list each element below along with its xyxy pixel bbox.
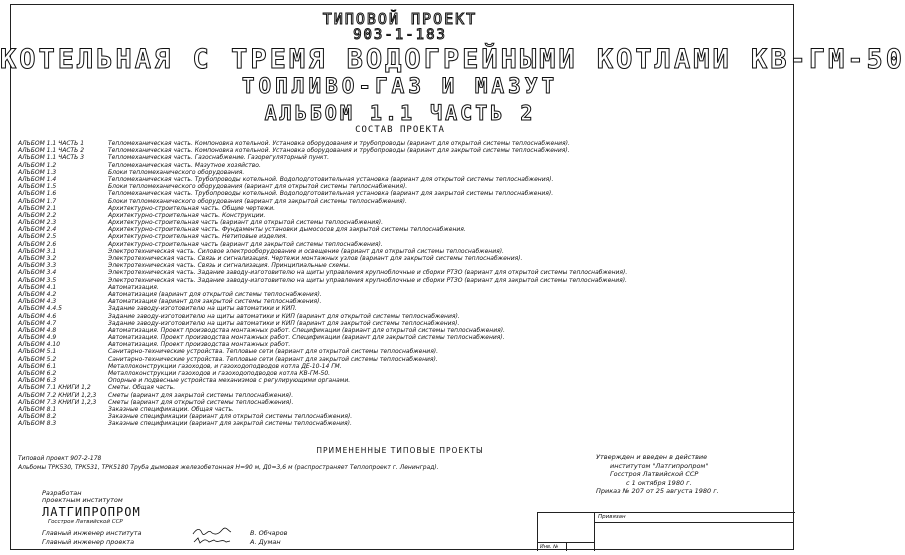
binding-stamp: [537, 512, 795, 551]
album-code: АЛЬБОМ 1.3: [18, 168, 57, 176]
album-description: Электротехническая часть. Задание заводу-изготовителю на щиты управления крупноблочные и сборки РТЗО (вариант для закрытой системы теплоснабжения).: [108, 276, 627, 284]
contents-row: [18, 384, 778, 391]
project-number: 903-1-183: [353, 27, 447, 43]
contents-row: [18, 248, 778, 255]
album-description: Автоматизация (вариант для закрытой системы теплоснабжения).: [108, 298, 322, 306]
contents-row: [18, 212, 778, 219]
album-code: АЛЬБОМ 4.10: [18, 341, 61, 349]
album-description: Автоматизация. Проект производства монтажных работ. Спецификации (вариант для открытой системы теплоснабжения).: [108, 326, 505, 334]
approval-line: с 1 октября 1980 г.: [626, 478, 692, 487]
contents-row: [18, 241, 778, 248]
album-code: АЛЬБОМ 1.6: [18, 190, 57, 198]
approval-line: Утвержден и введен в действие: [596, 453, 708, 461]
album-description: Санитарно-технические устройства. Тепловые сети (вариант для закрытой системы теплоснабжения).: [108, 355, 438, 363]
developer-line: Разработан: [42, 489, 82, 497]
album-description: Электротехническая часть. Силовое электрооборудование и освещение (вариант для открытой системы теплоснабжения).: [108, 247, 504, 255]
contents-row: [18, 205, 778, 212]
contents-row: [18, 363, 778, 370]
album-description: Опорные и подвесные устройства механизмов с регулирующими органами.: [108, 377, 351, 385]
album-description: Архитектурно-строительная часть. Конструкции.: [108, 211, 266, 219]
album-code: АЛЬБОМ 4.6: [18, 312, 57, 320]
album-description: Блоки тепломеханического оборудования.: [108, 168, 245, 176]
album-code: АЛЬБОМ 2.5: [18, 233, 57, 241]
album-code: АЛЬБОМ 7.1 КНИГИ 1,2: [18, 384, 91, 392]
album-code: АЛЬБОМ 1.4: [18, 175, 57, 183]
album-code: АЛЬБОМ 2.6: [18, 240, 57, 248]
album-description: Тепломеханическая часть. Компоновка котельной. Установка оборудования и трубопроводы (вариант для открытой системы теплоснабжения).: [108, 140, 570, 147]
contents-row: [18, 420, 778, 427]
album-code: АЛЬБОМ 2.4: [18, 226, 57, 234]
contents-row: [18, 147, 778, 154]
inventory-number-label: Инв. №: [540, 544, 559, 550]
album-code: АЛЬБОМ 6.2: [18, 370, 57, 377]
contents-row: [18, 377, 778, 384]
signature-name: А. Думан: [250, 538, 281, 546]
album-code: АЛЬБОМ 3.5: [18, 276, 57, 284]
stamp-label: Привязан: [598, 514, 626, 520]
album-description: Тепломеханическая часть. Трубопроводы котельной. Водоподготовительная установка (вариант для открытой системы теплоснабжения).: [108, 175, 554, 183]
album-code: АЛЬБОМ 6.1: [18, 362, 57, 370]
fuel-type: ТОПЛИВО-ГАЗ И МАЗУТ: [241, 74, 559, 98]
album-description: Сметы (вариант для открытой системы теплоснабжения).: [108, 398, 294, 406]
contents-row: [18, 413, 778, 420]
album-title: АЛЬБОМ 1.1 ЧАСТЬ 2: [264, 101, 536, 125]
album-description: Автоматизация.: [108, 283, 159, 291]
album-description: Электротехническая часть. Связь и сигнализация. Принципиальные схемы.: [108, 262, 351, 270]
contents-row: [18, 190, 778, 197]
album-description: Блоки тепломеханического оборудования (вариант для закрытой системы теплоснабжения).: [108, 197, 407, 205]
stamp-divider: [594, 513, 595, 551]
contents-row: [18, 262, 778, 269]
project-type-title: ТИПОВОЙ ПРОЕКТ: [322, 10, 478, 28]
contents-row: [18, 219, 778, 226]
signature-chief-project: [42, 538, 281, 546]
album-description: Блоки тепломеханического оборудования (вариант для открытой системы теплоснабжения).: [108, 183, 408, 191]
album-code: АЛЬБОМ 1.2: [18, 161, 57, 169]
contents-row: [18, 406, 778, 413]
album-description: Автоматизация (вариант для открытой системы теплоснабжения).: [108, 290, 322, 298]
contents-row: [18, 154, 778, 161]
typical-projects-title: ПРИМЕНЕННЫЕ ТИПОВЫЕ ПРОЕКТЫ: [316, 446, 484, 455]
album-code: АЛЬБОМ 3.1: [18, 247, 57, 255]
organization-name: ЛАТГИПРОПРОМ: [42, 505, 141, 519]
album-description: Архитектурно-строительная часть. Нетиповые изделия.: [108, 233, 288, 241]
album-code: АЛЬБОМ 1.1 ЧАСТЬ 3: [18, 154, 85, 162]
album-code: АЛЬБОМ 8.2: [18, 413, 57, 421]
album-code: АЛЬБОМ 4.7: [18, 319, 57, 327]
album-code: АЛЬБОМ 8.3: [18, 420, 57, 428]
signature-role: Главный инженер проекта: [42, 538, 135, 546]
signature-role: Главный инженер института: [42, 529, 142, 537]
album-code: АЛЬБОМ 4.8: [18, 326, 57, 334]
album-code: АЛЬБОМ 5.1: [18, 348, 57, 356]
album-code: АЛЬБОМ 7.3 КНИГИ 1,2,3: [18, 398, 97, 406]
contents-row: [18, 370, 778, 377]
contents-row: [18, 334, 778, 341]
contents-row: [18, 284, 778, 291]
contents-row: [18, 198, 778, 205]
album-description: Сметы. Общая часть.: [108, 384, 176, 392]
contents-row: [18, 140, 778, 147]
contents-row: [18, 392, 778, 399]
contents-row: [18, 399, 778, 406]
album-code: АЛЬБОМ 1.7: [18, 197, 57, 205]
album-description: Архитектурно-строительная часть (вариант для закрытой системы теплоснабжения).: [108, 240, 383, 248]
contents-row: [18, 348, 778, 355]
album-description: Задание заводу-изготовителю на щиты автоматики и КИП (вариант для закрытой системы теплоснабжения).: [108, 319, 460, 327]
album-code: АЛЬБОМ 1.1 ЧАСТЬ 2: [18, 147, 85, 155]
contents-row: [18, 233, 778, 240]
album-code: АЛЬБОМ 8.1: [18, 405, 57, 413]
developer-block: [42, 490, 123, 504]
album-code: АЛЬБОМ 4.1: [18, 283, 57, 291]
contents-row: [18, 162, 778, 169]
album-description: Тепломеханическая часть. Мазутное хозяйство.: [108, 161, 261, 169]
album-description: Заказные спецификации. Общая часть.: [108, 405, 234, 413]
contents-heading: СОСТАВ ПРОЕКТА: [355, 125, 445, 135]
contents-row: [18, 255, 778, 262]
album-code: АЛЬБОМ 4.4.5: [18, 305, 62, 313]
album-description: Заказные спецификации (вариант для закрытой системы теплоснабжения).: [108, 420, 352, 428]
album-description: Сметы (вариант для закрытой системы теплоснабжения).: [108, 391, 294, 399]
album-code: АЛЬБОМ 3.3: [18, 262, 57, 270]
contents-row: [18, 320, 778, 327]
contents-row: [18, 356, 778, 363]
contents-row: [18, 313, 778, 320]
album-code: АЛЬБОМ 3.4: [18, 269, 57, 277]
contents-row: [18, 269, 778, 276]
album-code: АЛЬБОМ 5.2: [18, 355, 57, 363]
album-description: Электротехническая часть. Задание заводу-изготовителю на щиты управления крупноблочные и сборки РТЗО (вариант для открытой системы теплоснабжения).: [108, 269, 628, 277]
contents-row: [18, 305, 778, 312]
album-code: АЛЬБОМ 4.2: [18, 290, 57, 298]
album-description: Тепломеханическая часть. Газоснабжение. Газорегуляторный пункт.: [108, 154, 330, 162]
contents-row: [18, 169, 778, 176]
typical-project-desc: Альбомы ТРК530, ТРК531, ТРК5180 Труба дымовая железобетонная Н=90 м, Д0=3,6 м (распространяет Теплопроект г. Ленинград).: [18, 464, 439, 471]
approval-line: Приказ № 207 от 25 августа 1980 г.: [596, 487, 719, 495]
stamp-divider: [594, 522, 794, 523]
album-description: Автоматизация. Проект производства монтажных работ.: [108, 341, 291, 349]
album-description: Электротехническая часть. Связь и сигнализация. Чертежи монтажных узлов (вариант для закрытой системы теплоснабжения).: [108, 255, 523, 262]
contents-row: [18, 277, 778, 284]
album-code: АЛЬБОМ 3.2: [18, 255, 57, 262]
album-code: АЛЬБОМ 2.2: [18, 211, 57, 219]
album-code: АЛЬБОМ 4.9: [18, 334, 57, 342]
typical-project-number: Типовой проект 907-2-178: [18, 455, 102, 462]
signature-name: В. Обчаров: [250, 529, 288, 537]
album-code: АЛЬБОМ 1.5: [18, 183, 57, 191]
album-description: Автоматизация. Проект производства монтажных работ. Спецификации (вариант для закрытой системы теплоснабжения).: [108, 334, 505, 342]
album-code: АЛЬБОМ 6.3: [18, 377, 57, 385]
contents-row: [18, 226, 778, 233]
album-description: Архитектурно-строительная часть (вариант для открытой системы теплоснабжения).: [108, 219, 384, 227]
project-name: КОТЕЛЬНАЯ С ТРЕМЯ ВОДОГРЕЙНЫМИ КОТЛАМИ КВ-ГМ-50: [0, 44, 905, 75]
album-code: АЛЬБОМ 7.2 КНИГИ 1,2,3: [18, 391, 97, 399]
album-code: АЛЬБОМ 1.1 ЧАСТЬ 1: [18, 140, 85, 147]
album-description: Заказные спецификации (вариант для открытой системы теплоснабжения).: [108, 413, 353, 421]
approval-line: институтом "Латгипропром": [610, 461, 709, 470]
contents-row: [18, 176, 778, 183]
album-description: Задание заводу-изготовителю на щиты автоматики и КИП.: [108, 305, 297, 313]
album-code: АЛЬБОМ 2.1: [18, 204, 57, 212]
developer-line: проектным институтом: [42, 496, 123, 504]
contents-row: [18, 327, 778, 334]
contents-row: [18, 298, 778, 305]
handwritten-signature-icon: [192, 527, 232, 536]
album-code: АЛЬБОМ 4.3: [18, 298, 57, 306]
contents-row: [18, 291, 778, 298]
album-code: АЛЬБОМ 2.3: [18, 219, 57, 227]
album-description: Тепломеханическая часть. Компоновка котельной. Установка оборудования и трубопроводы (вариант для закрытой системы теплоснабжения).: [108, 147, 570, 155]
album-description: Архитектурно-строительная часть. Общие чертежи.: [108, 204, 276, 212]
album-description: Санитарно-технические устройства. Тепловые сети (вариант для открытой системы теплоснабжения).: [108, 348, 439, 356]
approval-block: [596, 453, 796, 496]
organization-sub: Госстроя Латвийской ССР: [48, 519, 123, 525]
album-description: Задание заводу-изготовителю на щиты автоматики и КИП (вариант для открытой системы теплоснабжения).: [108, 312, 460, 320]
contents-row: [18, 183, 778, 190]
approval-line: Госстроя Латвийской ССР: [610, 470, 699, 478]
stamp-divider: [566, 542, 567, 551]
signature-chief-institute: [42, 529, 288, 537]
album-description: Металлоконструкции газоходов, и газоходоподводов котла ДЕ-10-14 ГМ.: [108, 362, 342, 370]
album-description: Тепломеханическая часть. Трубопроводы котельной. Водоподготовительная установка (вариант для закрытой системы теплоснабжения).: [108, 190, 554, 198]
album-description: Металлоконструкции газоходов и газоходоподводов котла КВ-ГМ-50.: [108, 370, 331, 377]
handwritten-signature-icon: [192, 536, 232, 545]
contents-row: [18, 341, 778, 348]
album-description: Архитектурно-строительная часть. Фундаменты установки дымососов для закрытой системы теплоснабжения.: [108, 226, 466, 234]
contents-list: [18, 140, 778, 428]
